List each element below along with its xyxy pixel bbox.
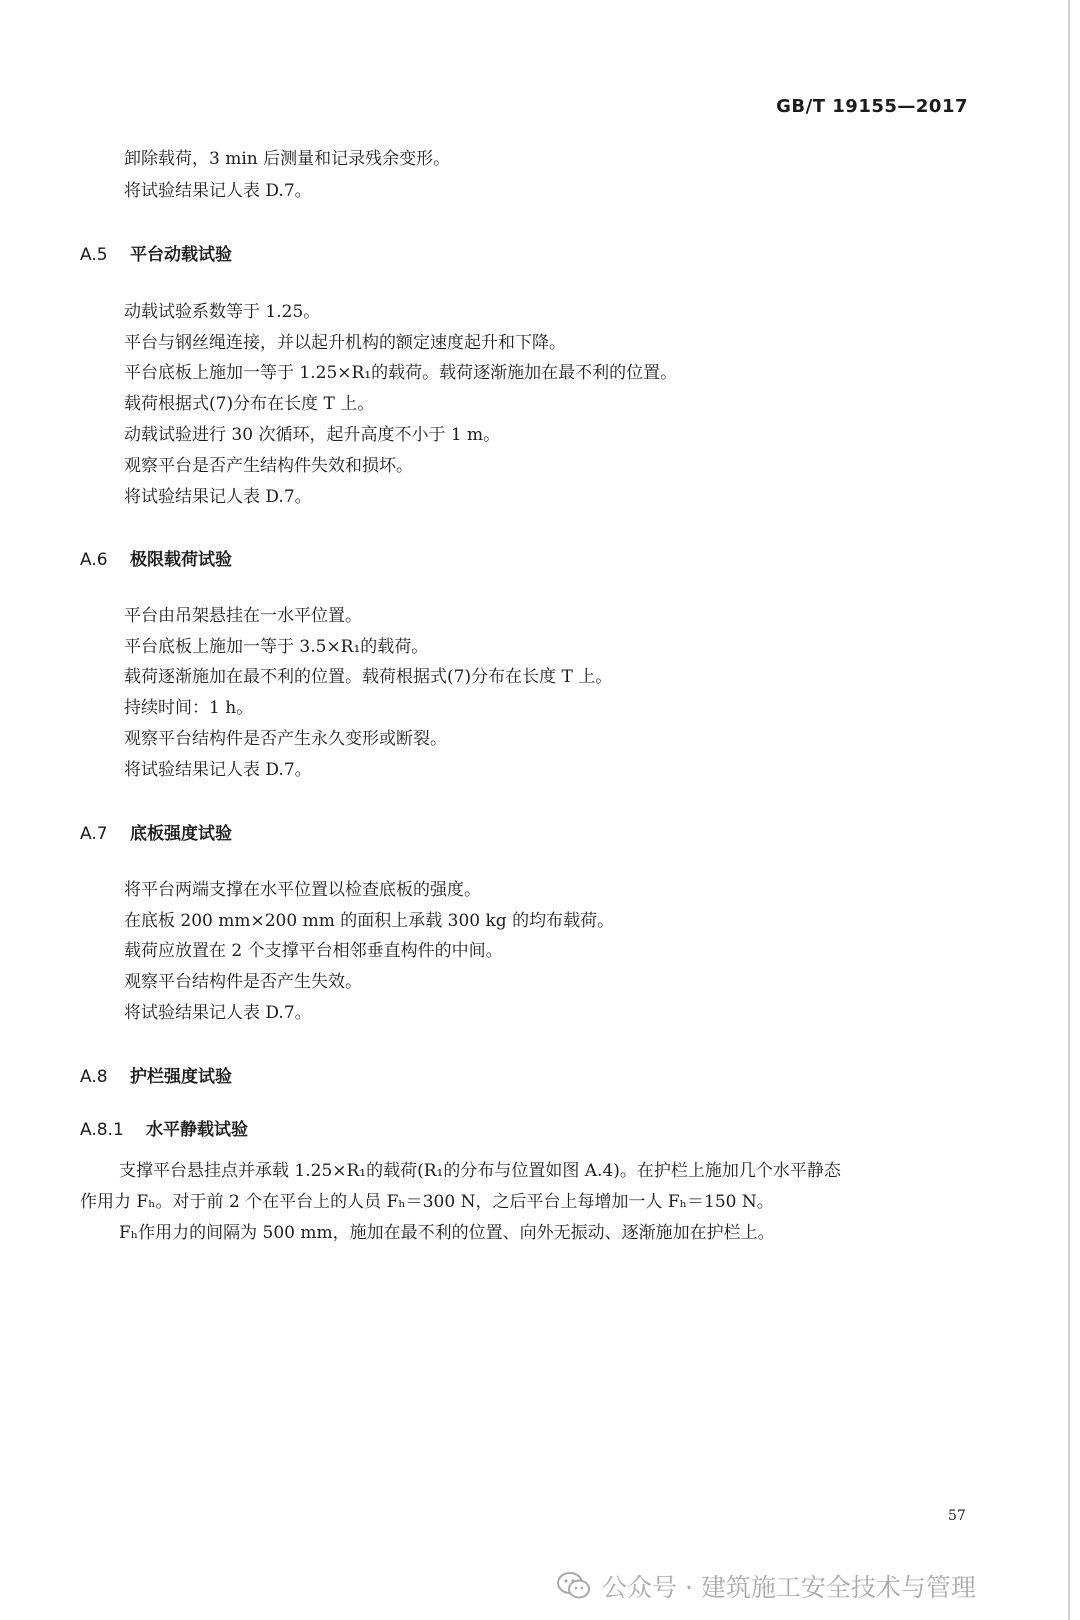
subsection-heading-a8-1 <box>80 1115 248 1140</box>
section-number: A.6 <box>80 550 108 570</box>
wechat-icon <box>556 1571 592 1601</box>
section-line: 将试验结果记人表 D.7。 <box>124 1003 312 1023</box>
page-edge-rule <box>1068 0 1070 1620</box>
section-line: 将平台两端支撑在水平位置以检查底板的强度。 <box>124 880 481 900</box>
section-title: 平台动载试验 <box>130 245 232 265</box>
section-line: 观察平台结构件是否产生永久变形或断裂。 <box>124 729 447 749</box>
standard-number: GB/T 19155—2017 <box>776 96 968 117</box>
section-title: 护栏强度试验 <box>130 1067 232 1087</box>
section-line: 将试验结果记人表 D.7。 <box>124 760 312 780</box>
section-line: 载荷逐渐施加在最不利的位置。载荷根据式(7)分布在长度 T 上。 <box>124 667 613 687</box>
section-line: 载荷应放置在 2 个支撑平台相邻垂直构件的中间。 <box>124 941 503 961</box>
section-line: 观察平台是否产生结构件失效和损坏。 <box>124 456 413 476</box>
section-line: 平台底板上施加一等于 3.5×R₁的载荷。 <box>124 637 429 657</box>
watermark <box>556 1568 976 1604</box>
subsection-line: 作用力 Fₕ。对于前 2 个在平台上的人员 Fₕ＝300 N，之后平台上每增加一人 Fₕ＝150 N。 <box>80 1192 774 1212</box>
section-line: 在底板 200 mm×200 mm 的面积上承载 300 kg 的均布载荷。 <box>124 911 615 931</box>
section-number: A.5 <box>80 245 108 265</box>
section-line: 动载试验进行 30 次循环，起升高度不小于 1 m。 <box>124 425 501 445</box>
intro-line: 卸除载荷，3 min 后测量和记录残余变形。 <box>124 149 451 169</box>
section-line: 持续时间：1 h。 <box>124 698 254 718</box>
section-line: 载荷根据式(7)分布在长度 T 上。 <box>124 394 375 414</box>
section-line: 将试验结果记人表 D.7。 <box>124 487 312 507</box>
subsection-number: A.8.1 <box>80 1120 124 1140</box>
section-heading-a8 <box>80 1062 232 1087</box>
subsection-line: 支撑平台悬挂点并承载 1.25×R₁的载荷(R₁的分布与位置如图 A.4)。在护栏上施加几个水平静态 <box>119 1161 841 1181</box>
section-line: 平台与钢丝绳连接，并以起升机构的额定速度起升和下降。 <box>124 333 566 353</box>
watermark-text: 公众号 · 建筑施工安全技术与管理 <box>602 1573 976 1602</box>
page-number: 57 <box>948 1508 966 1524</box>
section-line: 平台底板上施加一等于 1.25×R₁的载荷。载荷逐渐施加在最不利的位置。 <box>124 363 678 383</box>
intro-line: 将试验结果记人表 D.7。 <box>124 181 312 201</box>
section-heading-a5 <box>80 240 232 265</box>
section-number: A.7 <box>80 824 108 844</box>
section-title: 底板强度试验 <box>130 824 232 844</box>
section-line: 观察平台结构件是否产生失效。 <box>124 972 362 992</box>
subsection-title: 水平静载试验 <box>146 1120 248 1140</box>
section-line: 动载试验系数等于 1.25。 <box>124 302 321 322</box>
section-heading-a7 <box>80 819 232 844</box>
section-heading-a6 <box>80 545 232 570</box>
subsection-line: Fₕ作用力的间隔为 500 mm，施加在最不利的位置、向外无振动、逐渐施加在护栏上。 <box>119 1223 775 1243</box>
section-number: A.8 <box>80 1067 108 1087</box>
section-title: 极限载荷试验 <box>130 550 232 570</box>
section-line: 平台由吊架悬挂在一水平位置。 <box>124 606 362 626</box>
